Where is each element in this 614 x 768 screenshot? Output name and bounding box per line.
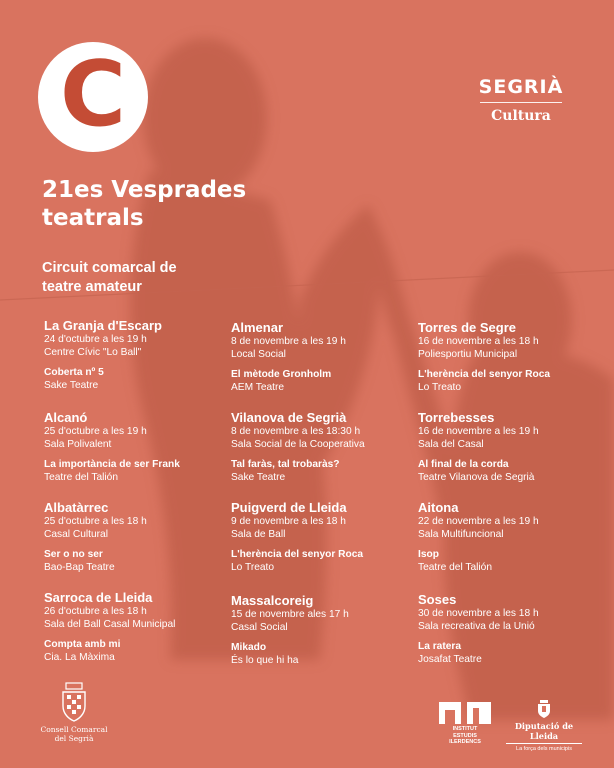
event-play: Tal faràs, tal trobaràs?: [231, 459, 340, 470]
event-town: Torres de Segre: [418, 320, 517, 335]
event-play: Compta amb mi: [44, 639, 121, 650]
event-town: Aitona: [418, 500, 459, 515]
event-torres-de-segre: [418, 320, 608, 394]
event-date: 26 d'octubre a les 18 h: [44, 606, 147, 617]
event-town: Almenar: [231, 320, 284, 335]
event-date: 16 de novembre a les 19 h: [418, 426, 539, 437]
event-date: 22 de novembre a les 19 h: [418, 516, 539, 527]
poster-title: [42, 176, 302, 232]
diputacio-tagline: La força dels municipis: [516, 746, 572, 752]
event-play: L'herència del senyor Roca: [418, 369, 551, 380]
event-date: 8 de novembre a les 18:30 h: [231, 426, 361, 437]
event-venue: Centre Cívic "Lo Ball": [44, 346, 142, 358]
event-play: La ratera: [418, 641, 462, 652]
event-venue: Sala Polivalent: [44, 438, 112, 450]
event-venue: Poliesportiu Municipal: [418, 348, 518, 360]
event-company: Bao-Bap Teatre: [44, 562, 115, 573]
event-massalcoreig: [231, 593, 421, 667]
event-torrebesses: [418, 410, 608, 484]
event-company: És lo que hi ha: [231, 655, 299, 666]
consell-comarcal-logo: [36, 682, 112, 743]
event-almenar: [231, 320, 421, 394]
event-vilanova: [231, 410, 421, 484]
institut-estudis-ilerdencs-logo: [436, 702, 494, 746]
diputacio-crest-icon: [537, 700, 551, 718]
event-play: Coberta nº 5: [44, 367, 104, 378]
event-company: Lo Treato: [418, 382, 462, 393]
event-town: Puigverd de Lleida: [231, 500, 347, 515]
logo-letter: C: [59, 42, 127, 147]
event-company: Lo Treato: [231, 562, 275, 573]
event-soses: [418, 592, 608, 666]
brand-subtitle: Cultura: [491, 108, 551, 124]
event-town: Vilanova de Segrià: [231, 410, 347, 425]
event-town: Soses: [418, 592, 457, 607]
event-date: 15 de novembre ales 17 h: [231, 609, 349, 620]
event-venue: Sala de Ball: [231, 528, 286, 540]
iel-mark-icon: [439, 702, 491, 724]
event-play: L'herència del senyor Roca: [231, 549, 364, 560]
event-date: 24 d'octubre a les 19 h: [44, 334, 147, 345]
event-company: Cia. La Màxima: [44, 652, 115, 663]
diputacio-lleida-logo: [502, 700, 586, 753]
event-date: 25 d'octubre a les 19 h: [44, 426, 147, 437]
event-date: 30 de novembre a les 18 h: [418, 608, 539, 619]
event-puigverd: [231, 500, 421, 574]
event-la-granja: [44, 318, 234, 392]
event-venue: Sala Social de la Cooperativa: [231, 438, 365, 450]
event-aitona: [418, 500, 608, 574]
subtitle-line-2: teatre amateur: [42, 279, 142, 295]
event-venue: Sala del Ball Casal Municipal: [44, 618, 176, 630]
event-company: Josafat Teatre: [418, 654, 482, 665]
event-sarroca: [44, 590, 234, 664]
title-line-1: 21es Vesprades: [42, 177, 247, 203]
subtitle-line-1: Circuit comarcal de: [42, 260, 177, 276]
event-company: Sake Teatre: [231, 472, 286, 483]
event-date: 16 de novembre a les 18 h: [418, 336, 539, 347]
diputacio-name: Diputació de Lleida: [514, 721, 574, 741]
event-venue: Casal Cultural: [44, 528, 108, 540]
event-town: Massalcoreig: [231, 593, 314, 608]
event-town: La Granja d'Escarp: [44, 318, 162, 333]
iel-name: INSTITUT ESTUDIS ILERDENCS: [449, 726, 481, 745]
title-line-2: teatrals: [42, 205, 144, 231]
event-company: AEM Teatre: [231, 382, 285, 393]
consell-line-2: del Segrià: [54, 734, 94, 743]
event-play: Al final de la corda: [418, 459, 509, 470]
event-play: Mikado: [231, 642, 267, 653]
consell-crest-icon: [59, 682, 89, 722]
poster-subtitle: [42, 259, 232, 297]
event-town: Torrebesses: [418, 410, 495, 425]
event-company: Sake Teatre: [44, 380, 99, 391]
event-date: 25 d'octubre a les 18 h: [44, 516, 147, 527]
diputacio-divider: [506, 743, 582, 744]
consell-name: [36, 725, 112, 743]
event-play: Ser o no ser: [44, 549, 103, 560]
event-venue: Sala Multifuncional: [418, 528, 504, 540]
event-date: 9 de novembre a les 18 h: [231, 516, 346, 527]
event-date: 8 de novembre a les 19 h: [231, 336, 346, 347]
event-albatarrec: [44, 500, 234, 574]
event-venue: Casal Social: [231, 621, 288, 633]
event-alcano: [44, 410, 234, 484]
segria-cultura-brand: [476, 76, 566, 124]
event-town: Sarroca de Lleida: [44, 590, 153, 605]
event-town: Albatàrrec: [44, 500, 109, 515]
consell-line-1: Consell Comarcal: [40, 725, 108, 734]
event-venue: Local Social: [231, 348, 286, 360]
vesprades-c-logo: [38, 42, 148, 152]
event-venue: Sala recreativa de la Unió: [418, 620, 535, 632]
event-company: Teatre del Talión: [44, 472, 119, 483]
brand-name: SEGRIÀ: [478, 76, 564, 98]
event-town: Alcanó: [44, 410, 88, 425]
event-company: Teatre Vilanova de Segrià: [418, 472, 535, 483]
event-venue: Sala del Casal: [418, 438, 484, 450]
event-play: Isop: [418, 549, 439, 560]
brand-divider: [480, 102, 562, 103]
event-play: La importància de ser Frank: [44, 459, 180, 470]
event-company: Teatre del Talión: [418, 562, 493, 573]
event-play: El mètode Gronholm: [231, 369, 332, 380]
